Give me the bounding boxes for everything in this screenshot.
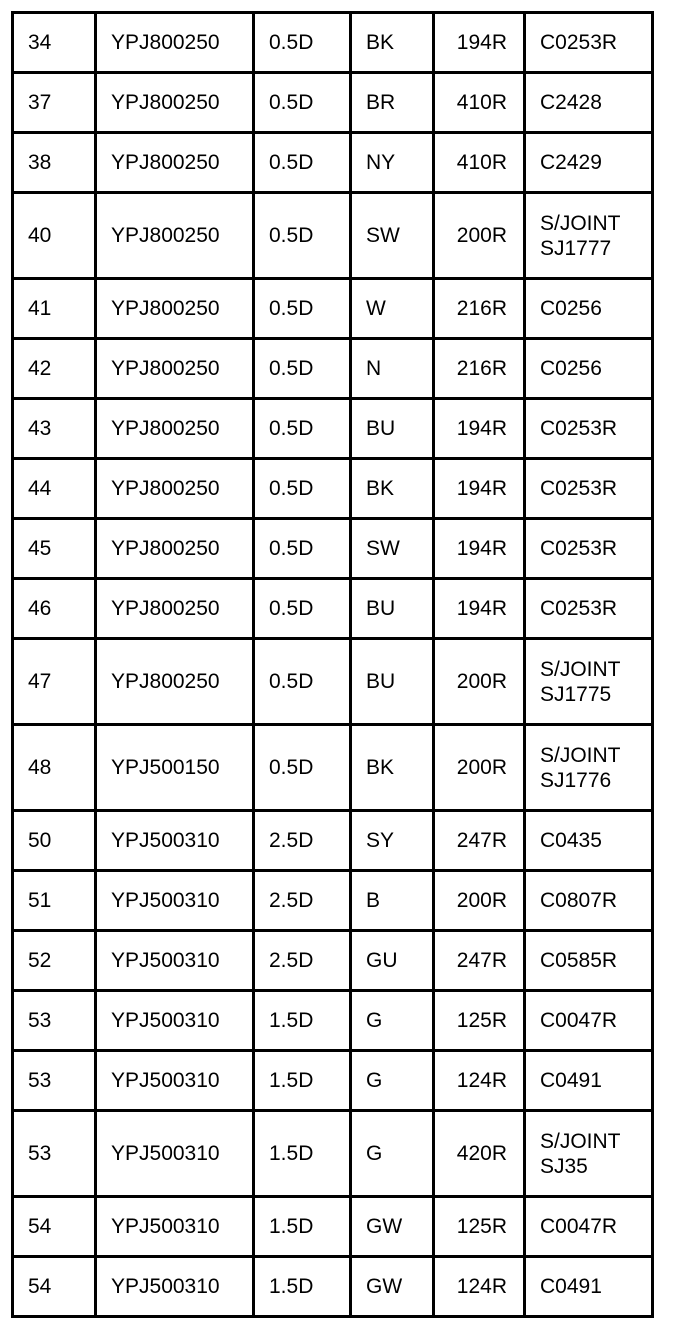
cell-color-code: NY: [351, 133, 434, 193]
cell-part-number: YPJ800250: [96, 13, 254, 73]
cell-connection-ref: [525, 399, 653, 459]
connection-ref-line: C0491: [540, 1069, 602, 1092]
cell-color-code: BK: [351, 459, 434, 519]
wire-table: [11, 11, 654, 1318]
table-row: [13, 519, 653, 579]
table-row: [13, 579, 653, 639]
cell-number: 37: [13, 73, 96, 133]
connection-ref-line: S/JOINT: [540, 657, 621, 681]
connection-ref-line: C0491: [540, 1275, 602, 1298]
cell-number: 50: [13, 811, 96, 871]
cell-color-code: G: [351, 1111, 434, 1197]
cell-size: 0.5D: [254, 579, 351, 639]
cell-number: 38: [13, 133, 96, 193]
cell-color-code: BU: [351, 399, 434, 459]
cell-color-code: BK: [351, 13, 434, 73]
cell-size: 1.5D: [254, 1197, 351, 1257]
connection-ref-line: C0253R: [540, 477, 618, 500]
connection-ref-line: SJ1775: [540, 682, 612, 706]
cell-connection-ref: [525, 811, 653, 871]
connection-ref-line: C0253R: [540, 537, 618, 560]
cell-length: 420R: [434, 1111, 525, 1197]
connection-ref-line: C2429: [540, 151, 602, 174]
cell-size: 0.5D: [254, 459, 351, 519]
cell-number: 53: [13, 991, 96, 1051]
cell-part-number: YPJ800250: [96, 459, 254, 519]
cell-length: 124R: [434, 1257, 525, 1317]
cell-connection-ref: [525, 459, 653, 519]
cell-size: 0.5D: [254, 725, 351, 811]
cell-part-number: YPJ500310: [96, 991, 254, 1051]
cell-color-code: G: [351, 1051, 434, 1111]
cell-size: 0.5D: [254, 13, 351, 73]
cell-length: 247R: [434, 931, 525, 991]
cell-color-code: BR: [351, 73, 434, 133]
cell-connection-ref: [525, 13, 653, 73]
table-row: [13, 1051, 653, 1111]
cell-part-number: YPJ800250: [96, 519, 254, 579]
cell-connection-ref: [525, 1111, 653, 1197]
connection-ref-line: C0807R: [540, 889, 618, 912]
connection-ref-line: C0253R: [540, 417, 618, 440]
cell-length: 200R: [434, 725, 525, 811]
cell-number: 41: [13, 279, 96, 339]
cell-size: 1.5D: [254, 991, 351, 1051]
cell-length: 410R: [434, 73, 525, 133]
cell-color-code: W: [351, 279, 434, 339]
connection-ref-line: SJ35: [540, 1154, 588, 1178]
connection-ref-line: C0435: [540, 829, 602, 852]
cell-number: 51: [13, 871, 96, 931]
cell-size: 2.5D: [254, 811, 351, 871]
cell-number: 43: [13, 399, 96, 459]
table-row: [13, 193, 653, 279]
cell-number: 47: [13, 639, 96, 725]
cell-color-code: GU: [351, 931, 434, 991]
table-row: [13, 399, 653, 459]
cell-length: 194R: [434, 399, 525, 459]
cell-length: 124R: [434, 1051, 525, 1111]
cell-number: 46: [13, 579, 96, 639]
cell-connection-ref: [525, 339, 653, 399]
cell-number: 52: [13, 931, 96, 991]
cell-color-code: SW: [351, 193, 434, 279]
cell-color-code: B: [351, 871, 434, 931]
cell-connection-ref: [525, 579, 653, 639]
cell-size: 1.5D: [254, 1257, 351, 1317]
cell-number: 42: [13, 339, 96, 399]
cell-length: 194R: [434, 459, 525, 519]
cell-part-number: YPJ800250: [96, 339, 254, 399]
cell-part-number: YPJ500310: [96, 931, 254, 991]
cell-part-number: YPJ800250: [96, 133, 254, 193]
cell-connection-ref: [525, 1197, 653, 1257]
cell-size: 0.5D: [254, 639, 351, 725]
cell-connection-ref: [525, 133, 653, 193]
cell-size: 1.5D: [254, 1111, 351, 1197]
table-row: [13, 1111, 653, 1197]
cell-connection-ref: [525, 193, 653, 279]
connection-ref-line: SJ1776: [540, 768, 612, 792]
cell-size: 1.5D: [254, 1051, 351, 1111]
cell-color-code: SW: [351, 519, 434, 579]
cell-connection-ref: [525, 931, 653, 991]
cell-color-code: BK: [351, 725, 434, 811]
connection-ref-line: C0047R: [540, 1009, 618, 1032]
cell-number: 53: [13, 1051, 96, 1111]
cell-connection-ref: [525, 871, 653, 931]
cell-length: 216R: [434, 339, 525, 399]
cell-size: 2.5D: [254, 871, 351, 931]
cell-size: 0.5D: [254, 133, 351, 193]
cell-connection-ref: [525, 279, 653, 339]
cell-part-number: YPJ800250: [96, 399, 254, 459]
table-row: [13, 931, 653, 991]
cell-size: 0.5D: [254, 279, 351, 339]
cell-number: 54: [13, 1257, 96, 1317]
cell-connection-ref: [525, 519, 653, 579]
cell-number: 45: [13, 519, 96, 579]
table-row: [13, 639, 653, 725]
table-row: [13, 871, 653, 931]
connection-ref-line: C0047R: [540, 1215, 618, 1238]
cell-part-number: YPJ500310: [96, 811, 254, 871]
connection-ref-line: C0253R: [540, 31, 618, 54]
cell-size: 2.5D: [254, 931, 351, 991]
cell-color-code: BU: [351, 639, 434, 725]
connection-ref-line: SJ1777: [540, 236, 612, 260]
table-row: [13, 725, 653, 811]
cell-connection-ref: [525, 1051, 653, 1111]
table-row: [13, 811, 653, 871]
cell-color-code: GW: [351, 1257, 434, 1317]
cell-color-code: SY: [351, 811, 434, 871]
connection-ref-line: C2428: [540, 91, 602, 114]
connection-ref-line: S/JOINT: [540, 1129, 621, 1153]
cell-size: 0.5D: [254, 73, 351, 133]
connection-ref-line: C0256: [540, 297, 602, 320]
cell-length: 200R: [434, 871, 525, 931]
cell-length: 194R: [434, 13, 525, 73]
table-row: [13, 339, 653, 399]
cell-part-number: YPJ500310: [96, 1111, 254, 1197]
cell-length: 194R: [434, 519, 525, 579]
cell-connection-ref: [525, 1257, 653, 1317]
cell-part-number: YPJ500310: [96, 1257, 254, 1317]
cell-part-number: YPJ500310: [96, 871, 254, 931]
cell-part-number: YPJ800250: [96, 193, 254, 279]
cell-color-code: N: [351, 339, 434, 399]
cell-length: 410R: [434, 133, 525, 193]
connection-ref-line: S/JOINT: [540, 211, 621, 235]
table-row: [13, 1257, 653, 1317]
table-row: [13, 133, 653, 193]
cell-length: 125R: [434, 1197, 525, 1257]
connection-ref-line: C0253R: [540, 597, 618, 620]
cell-length: 216R: [434, 279, 525, 339]
cell-number: 53: [13, 1111, 96, 1197]
cell-length: 125R: [434, 991, 525, 1051]
cell-part-number: YPJ800250: [96, 73, 254, 133]
cell-connection-ref: [525, 725, 653, 811]
cell-part-number: YPJ800250: [96, 639, 254, 725]
cell-part-number: YPJ800250: [96, 279, 254, 339]
cell-length: 247R: [434, 811, 525, 871]
connection-ref-line: C0585R: [540, 949, 618, 972]
cell-number: 54: [13, 1197, 96, 1257]
cell-length: 200R: [434, 639, 525, 725]
wire-table-body: [13, 13, 653, 1317]
table-row: [13, 13, 653, 73]
cell-color-code: G: [351, 991, 434, 1051]
cell-size: 0.5D: [254, 399, 351, 459]
cell-size: 0.5D: [254, 193, 351, 279]
cell-number: 40: [13, 193, 96, 279]
table-row: [13, 73, 653, 133]
cell-connection-ref: [525, 73, 653, 133]
cell-size: 0.5D: [254, 519, 351, 579]
table-row: [13, 991, 653, 1051]
table-row: [13, 279, 653, 339]
cell-part-number: YPJ500310: [96, 1197, 254, 1257]
cell-part-number: YPJ500310: [96, 1051, 254, 1111]
cell-size: 0.5D: [254, 339, 351, 399]
cell-number: 44: [13, 459, 96, 519]
cell-part-number: YPJ800250: [96, 579, 254, 639]
connection-ref-line: S/JOINT: [540, 743, 621, 767]
cell-part-number: YPJ500150: [96, 725, 254, 811]
cell-connection-ref: [525, 991, 653, 1051]
cell-length: 200R: [434, 193, 525, 279]
table-row: [13, 1197, 653, 1257]
cell-number: 48: [13, 725, 96, 811]
cell-length: 194R: [434, 579, 525, 639]
connection-ref-line: C0256: [540, 357, 602, 380]
table-row: [13, 459, 653, 519]
cell-color-code: GW: [351, 1197, 434, 1257]
cell-number: 34: [13, 13, 96, 73]
cell-color-code: BU: [351, 579, 434, 639]
cell-connection-ref: [525, 639, 653, 725]
